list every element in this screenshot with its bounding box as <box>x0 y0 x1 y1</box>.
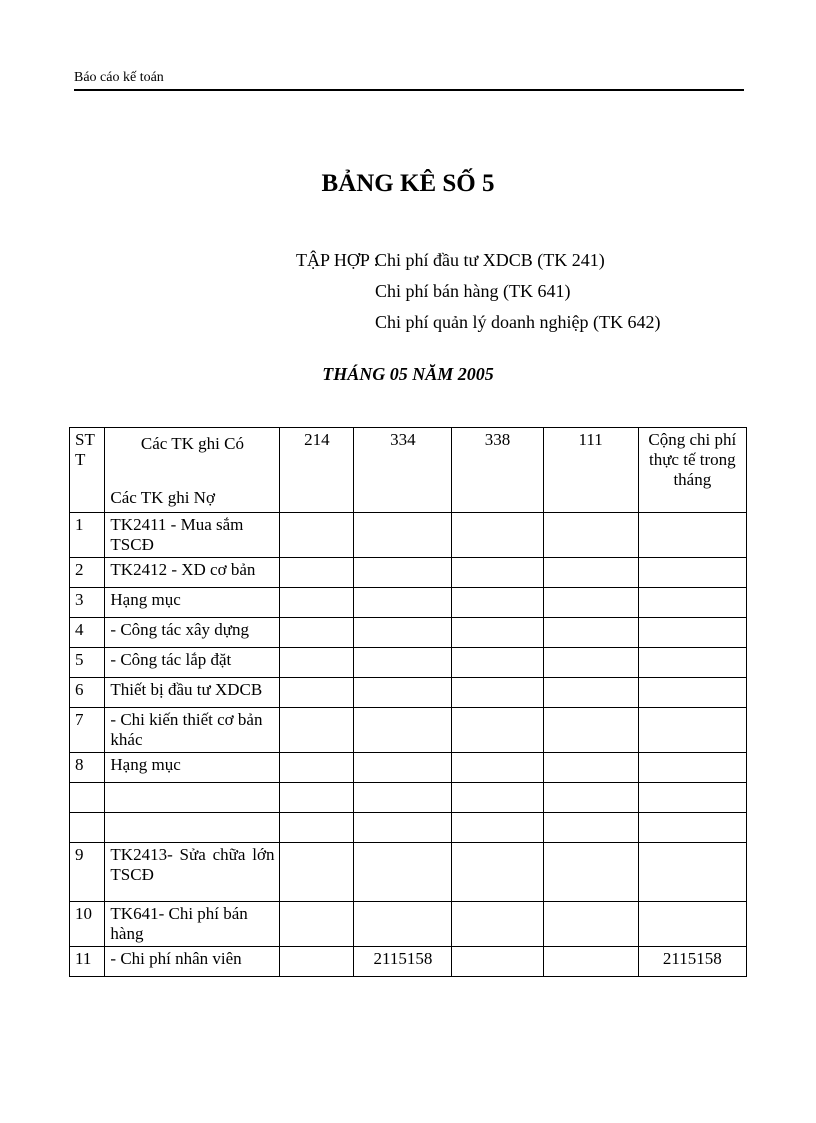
cell-total <box>638 813 746 843</box>
cell-total <box>638 648 746 678</box>
cell-account: - Công tác xây dựng <box>105 618 280 648</box>
cell-338 <box>452 783 543 813</box>
cell-stt: 2 <box>70 558 105 588</box>
cell-334 <box>354 678 452 708</box>
header-col-338: 338 <box>452 428 543 513</box>
cell-334 <box>354 513 452 558</box>
cell-214 <box>280 558 354 588</box>
cell-338 <box>452 902 543 947</box>
cell-214 <box>280 753 354 783</box>
cell-total <box>638 558 746 588</box>
cell-account: - Chi kiến thiết cơ bản khác <box>105 708 280 753</box>
cell-111 <box>543 813 638 843</box>
cell-111 <box>543 678 638 708</box>
cell-338 <box>452 558 543 588</box>
cell-stt <box>70 813 105 843</box>
collection-items <box>375 245 660 338</box>
cell-stt <box>70 783 105 813</box>
cell-total <box>638 513 746 558</box>
cell-111 <box>543 783 638 813</box>
cell-111 <box>543 588 638 618</box>
cell-111 <box>543 618 638 648</box>
cell-total <box>638 618 746 648</box>
cell-stt: 4 <box>70 618 105 648</box>
cell-account: - Chi phí nhân viên <box>105 947 280 977</box>
cell-111 <box>543 843 638 902</box>
cell-stt: 8 <box>70 753 105 783</box>
cell-stt: 6 <box>70 678 105 708</box>
table-row <box>70 813 747 843</box>
cell-111 <box>543 902 638 947</box>
header-col-334: 334 <box>354 428 452 513</box>
ledger-table <box>69 427 747 977</box>
cell-214 <box>280 678 354 708</box>
table-row <box>70 648 747 678</box>
cell-214 <box>280 813 354 843</box>
cell-338 <box>452 843 543 902</box>
cell-338 <box>452 588 543 618</box>
cell-338 <box>452 947 543 977</box>
header-credit-accounts: Các TK ghi Có <box>140 434 244 453</box>
cell-account <box>105 783 280 813</box>
period-subtitle: THÁNG 05 NĂM 2005 <box>322 364 494 384</box>
cell-total <box>638 843 746 902</box>
collection-item: Chi phí đầu tư XDCB (TK 241) <box>375 250 605 270</box>
header-col-total: Cộng chi phí thực tế trong tháng <box>638 428 746 513</box>
cell-334 <box>354 618 452 648</box>
cell-334 <box>354 708 452 753</box>
cell-account: Thiết bị đầu tư XDCB <box>105 678 280 708</box>
cell-338 <box>452 648 543 678</box>
cell-214 <box>280 513 354 558</box>
collection-item: Chi phí quản lý doanh nghiệp (TK 642) <box>375 312 661 332</box>
cell-214 <box>280 947 354 977</box>
cell-214 <box>280 708 354 753</box>
cell-stt: 3 <box>70 588 105 618</box>
cell-stt: 5 <box>70 648 105 678</box>
table-row <box>70 618 747 648</box>
collection-item: Chi phí bán hàng (TK 641) <box>375 281 571 301</box>
cell-334 <box>354 558 452 588</box>
cell-334 <box>354 843 452 902</box>
cell-334 <box>354 813 452 843</box>
table-row <box>70 513 747 558</box>
cell-account: TK641- Chi phí bán hàng <box>105 902 280 947</box>
cell-account: TK2413- Sửa chữa lớn TSCĐ <box>105 843 280 902</box>
cell-338 <box>452 513 543 558</box>
cell-total: 2115158 <box>638 947 746 977</box>
header-debit-accounts: Các TK ghi Nợ <box>110 488 215 507</box>
table-row <box>70 558 747 588</box>
cell-111 <box>543 513 638 558</box>
table-header-row <box>70 428 747 513</box>
table-row <box>70 947 747 977</box>
cell-334 <box>354 753 452 783</box>
cell-111 <box>543 708 638 753</box>
table-row <box>70 588 747 618</box>
cell-account: - Công tác lắp đặt <box>105 648 280 678</box>
header-stt: ST T <box>70 428 105 513</box>
cell-stt: 11 <box>70 947 105 977</box>
cell-111 <box>543 753 638 783</box>
cell-338 <box>452 753 543 783</box>
cell-account: Hạng mục <box>105 753 280 783</box>
cell-stt: 7 <box>70 708 105 753</box>
cell-total <box>638 588 746 618</box>
cell-account: TK2411 - Mua sắm TSCĐ <box>105 513 280 558</box>
header-col-111: 111 <box>543 428 638 513</box>
cell-111 <box>543 648 638 678</box>
report-header: Báo cáo kế toán <box>74 70 744 91</box>
cell-338 <box>452 813 543 843</box>
cell-account <box>105 813 280 843</box>
page-title: BẢNG KÊ SỐ 5 <box>321 170 495 197</box>
table-row <box>70 902 747 947</box>
cell-111 <box>543 947 638 977</box>
cell-stt: 10 <box>70 902 105 947</box>
cell-338 <box>452 708 543 753</box>
cell-214 <box>280 843 354 902</box>
cell-total <box>638 678 746 708</box>
cell-334 <box>354 783 452 813</box>
table-row <box>70 753 747 783</box>
cell-total <box>638 708 746 753</box>
table-row <box>70 843 747 902</box>
cell-account: TK2412 - XD cơ bản <box>105 558 280 588</box>
header-account <box>105 428 280 513</box>
cell-total <box>638 783 746 813</box>
cell-334 <box>354 648 452 678</box>
cell-total <box>638 902 746 947</box>
cell-214 <box>280 588 354 618</box>
cell-214 <box>280 648 354 678</box>
table-row <box>70 678 747 708</box>
cell-account: Hạng mục <box>105 588 280 618</box>
cell-total <box>638 753 746 783</box>
cell-338 <box>452 618 543 648</box>
cell-334 <box>354 588 452 618</box>
cell-214 <box>280 618 354 648</box>
cell-stt: 1 <box>70 513 105 558</box>
table-row <box>70 783 747 813</box>
header-col-214: 214 <box>280 428 354 513</box>
cell-214 <box>280 783 354 813</box>
cell-214 <box>280 902 354 947</box>
cell-111 <box>543 558 638 588</box>
cell-stt: 9 <box>70 843 105 902</box>
collection-label: TẬP HỢP : <box>296 250 379 270</box>
cell-334: 2115158 <box>354 947 452 977</box>
cell-338 <box>452 678 543 708</box>
table-row <box>70 708 747 753</box>
cell-334 <box>354 902 452 947</box>
